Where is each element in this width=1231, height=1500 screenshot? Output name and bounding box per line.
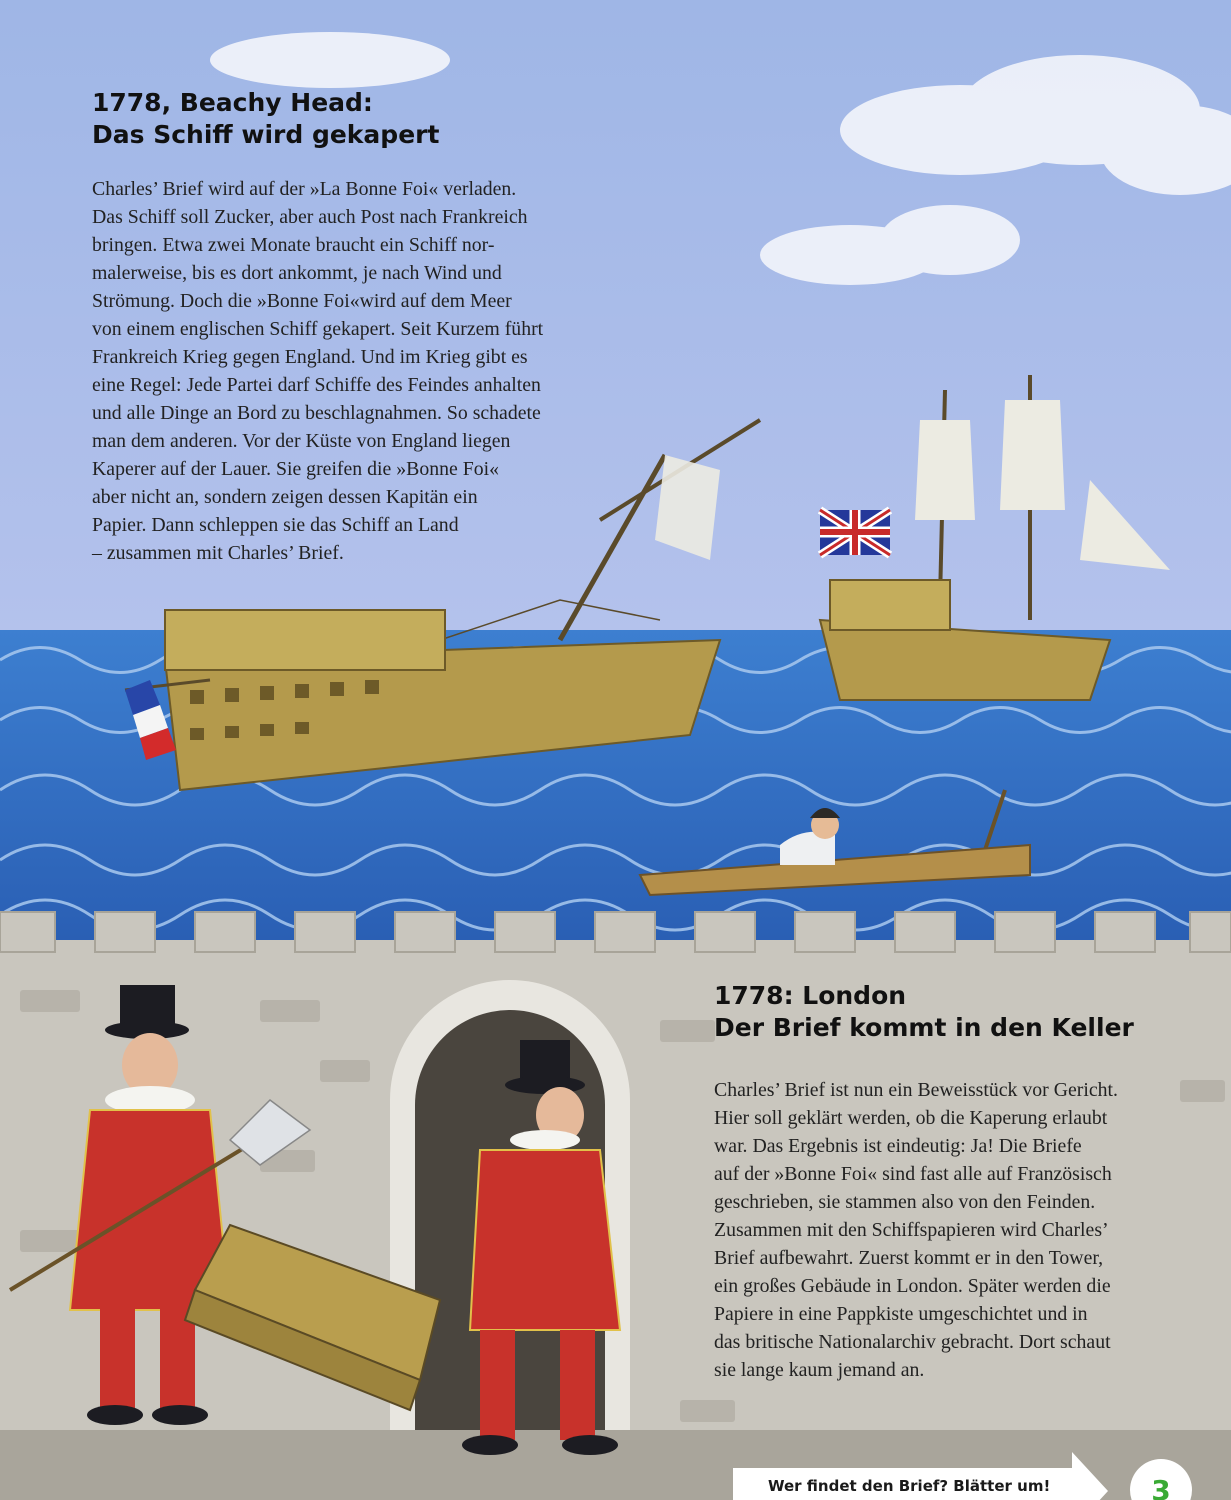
body-line: – zusammen mit Charles’ Brief. xyxy=(92,542,344,564)
body-line: und alle Dinge an Bord zu beschlagnahmen. So schadete xyxy=(92,402,541,424)
union-jack xyxy=(820,510,890,555)
body-line: Papiere in eine Pappkiste umgeschichtet und in xyxy=(714,1303,1088,1325)
heading-line: 1778, Beachy Head: xyxy=(92,88,373,117)
body-line: von einem englischen Schiff gekapert. Seit Kurzem führt xyxy=(92,318,544,340)
body-line: Papier. Dann schleppen sie das Schiff an Land xyxy=(92,514,459,536)
body-line: eine Regel: Jede Partei darf Schiffe des Feindes anhalten xyxy=(92,374,541,396)
section-heading xyxy=(714,980,1174,1044)
section-body xyxy=(92,175,612,567)
body-line: aber nicht an, sondern zeigen dessen Kapitän ein xyxy=(92,486,478,508)
heading-line: Der Brief kommt in den Keller xyxy=(714,1013,1134,1042)
body-line: Hier soll geklärt werden, ob die Kaperung erlaubt xyxy=(714,1107,1108,1129)
body-line: das britische Nationalarchiv gebracht. Dort schaut xyxy=(714,1331,1111,1353)
body-line: Brief aufbewahrt. Zuerst kommt er in den Tower, xyxy=(714,1247,1104,1269)
body-line: Zusammen mit den Schiffspapieren wird Charles’ xyxy=(714,1219,1109,1241)
body-line: Charles’ Brief wird auf der »La Bonne Foi« verladen. xyxy=(92,178,517,200)
body-line: sie lange kaum jemand an. xyxy=(714,1359,925,1381)
body-line: Charles’ Brief ist nun ein Beweisstück vor Gericht. xyxy=(714,1079,1118,1101)
section-body xyxy=(714,1076,1174,1384)
heading-line: 1778: London xyxy=(714,981,907,1010)
section-heading xyxy=(92,87,612,151)
body-line: Kaperer auf der Lauer. Sie greifen die »Bonne Foi« xyxy=(92,458,500,480)
page-number: 3 xyxy=(1130,1459,1192,1500)
body-line: war. Das Ergebnis ist eindeutig: Ja! Die Briefe xyxy=(714,1135,1082,1157)
body-line: geschrieben, sie stammen also von den Feinden. xyxy=(714,1191,1096,1213)
heading-line: Das Schiff wird gekapert xyxy=(92,120,440,149)
body-line: malerweise, bis es dort ankommt, je nach Wind und xyxy=(92,262,502,284)
body-line: Strömung. Doch die »Bonne Foi«wird auf dem Meer xyxy=(92,290,512,312)
body-line: bringen. Etwa zwei Monate braucht ein Schiff nor- xyxy=(92,234,495,256)
body-line: Das Schiff soll Zucker, aber auch Post nach Frankreich xyxy=(92,206,528,228)
next-page-label[interactable]: Wer findet den Brief? Blätter um! xyxy=(768,1477,1051,1495)
section-london xyxy=(714,980,1174,1384)
body-line: auf der »Bonne Foi« sind fast alle auf Französisch xyxy=(714,1163,1112,1185)
body-line: ein großes Gebäude in London. Später werden die xyxy=(714,1275,1111,1297)
body-line: man dem anderen. Vor der Küste von England liegen xyxy=(92,430,511,452)
body-line: Frankreich Krieg gegen England. Und im Krieg gibt es xyxy=(92,346,528,368)
section-beachy-head xyxy=(92,87,612,567)
